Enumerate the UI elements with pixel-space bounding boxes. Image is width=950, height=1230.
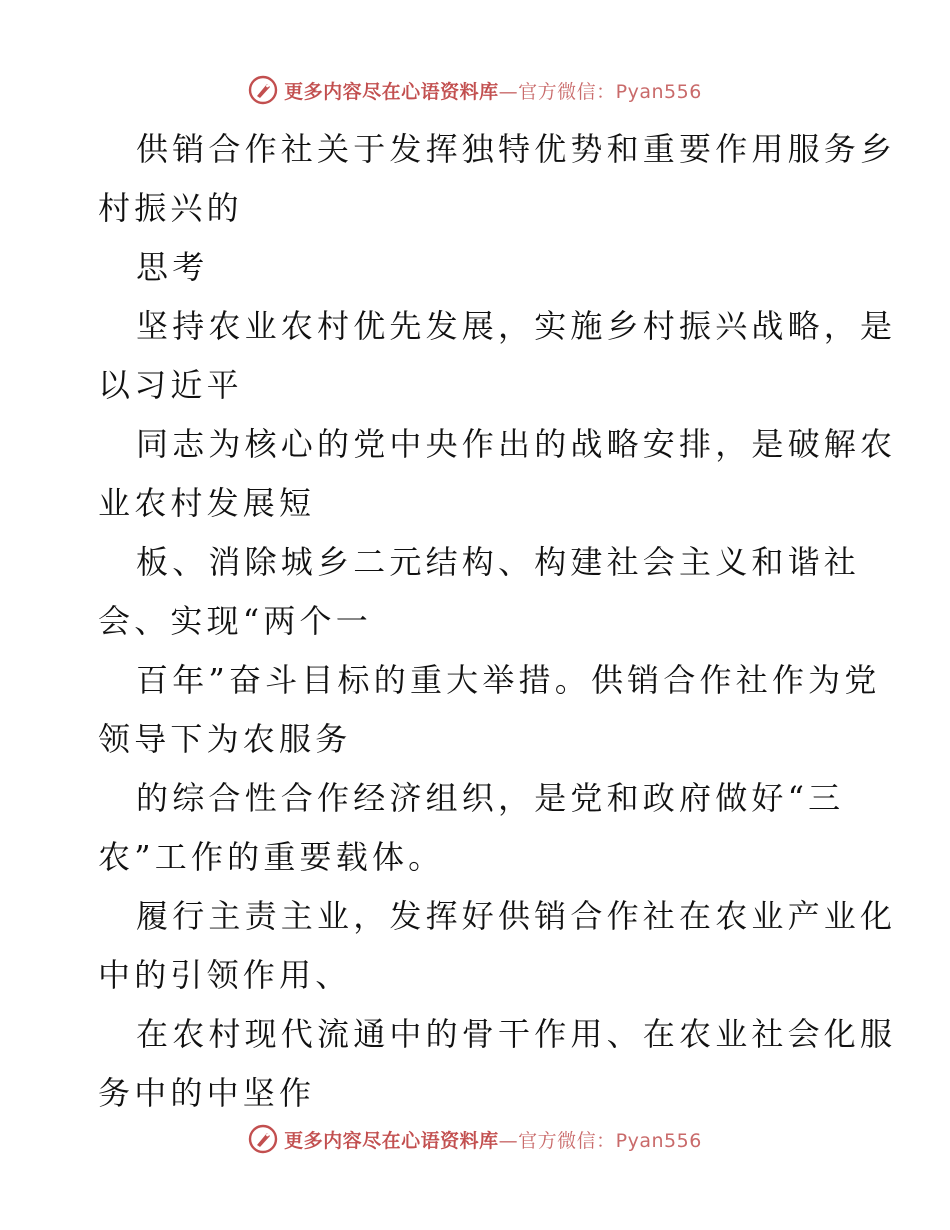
- paragraph-line: 同志为核心的党中央作出的战略安排，是破解农: [136, 425, 897, 463]
- paragraph-line: 农”工作的重要载体。: [98, 838, 445, 876]
- pen-nib-logo-icon: [248, 1124, 278, 1154]
- header-watermark: [0, 70, 950, 110]
- paragraph-line: 的综合性合作经济组织，是党和政府做好“三: [136, 779, 845, 817]
- paragraph-line: 以习近平: [98, 366, 243, 404]
- footer-watermark: [0, 1119, 950, 1159]
- watermark-brand: 更多内容尽在心语资料库: [284, 1129, 499, 1152]
- paragraph-line: 务中的中坚作: [98, 1074, 316, 1112]
- paragraph-line: 履行主责主业，发挥好供销合作社在农业产业化: [136, 897, 897, 935]
- paragraph-line: 领导下为农服务: [98, 720, 352, 758]
- watermark-wechat: 官方微信：Pyan556: [518, 1129, 702, 1152]
- watermark-text: [284, 77, 702, 104]
- title-line-1: 供销合作社关于发挥独特优势和重要作用服务乡: [136, 130, 897, 168]
- paragraph-line: 业农村发展短: [98, 484, 316, 522]
- paragraph-line: 板、消除城乡二元结构、构建社会主义和谐社: [136, 543, 861, 581]
- paragraph-line: 坚持农业农村优先发展，实施乡村振兴战略，是: [136, 307, 897, 345]
- paragraph-line: 百年”奋斗目标的重大举措。供销合作社作为党: [136, 661, 881, 699]
- watermark-text: [284, 1126, 702, 1153]
- title-line-3: 思考: [136, 248, 209, 286]
- paragraph-line: 会、实现“两个一: [98, 602, 372, 640]
- paragraph-line: 在农村现代流通中的骨干作用、在农业社会化服: [136, 1015, 897, 1053]
- paragraph-line: 中的引领作用、: [98, 956, 352, 994]
- watermark-brand: 更多内容尽在心语资料库: [284, 80, 499, 103]
- title-line-2: 村振兴的: [98, 189, 243, 227]
- document-body: [98, 120, 897, 1123]
- watermark-wechat: 官方微信：Pyan556: [518, 80, 702, 103]
- watermark-separator: —: [498, 1129, 519, 1152]
- pen-nib-logo-icon: [248, 75, 278, 105]
- watermark-separator: —: [498, 80, 519, 103]
